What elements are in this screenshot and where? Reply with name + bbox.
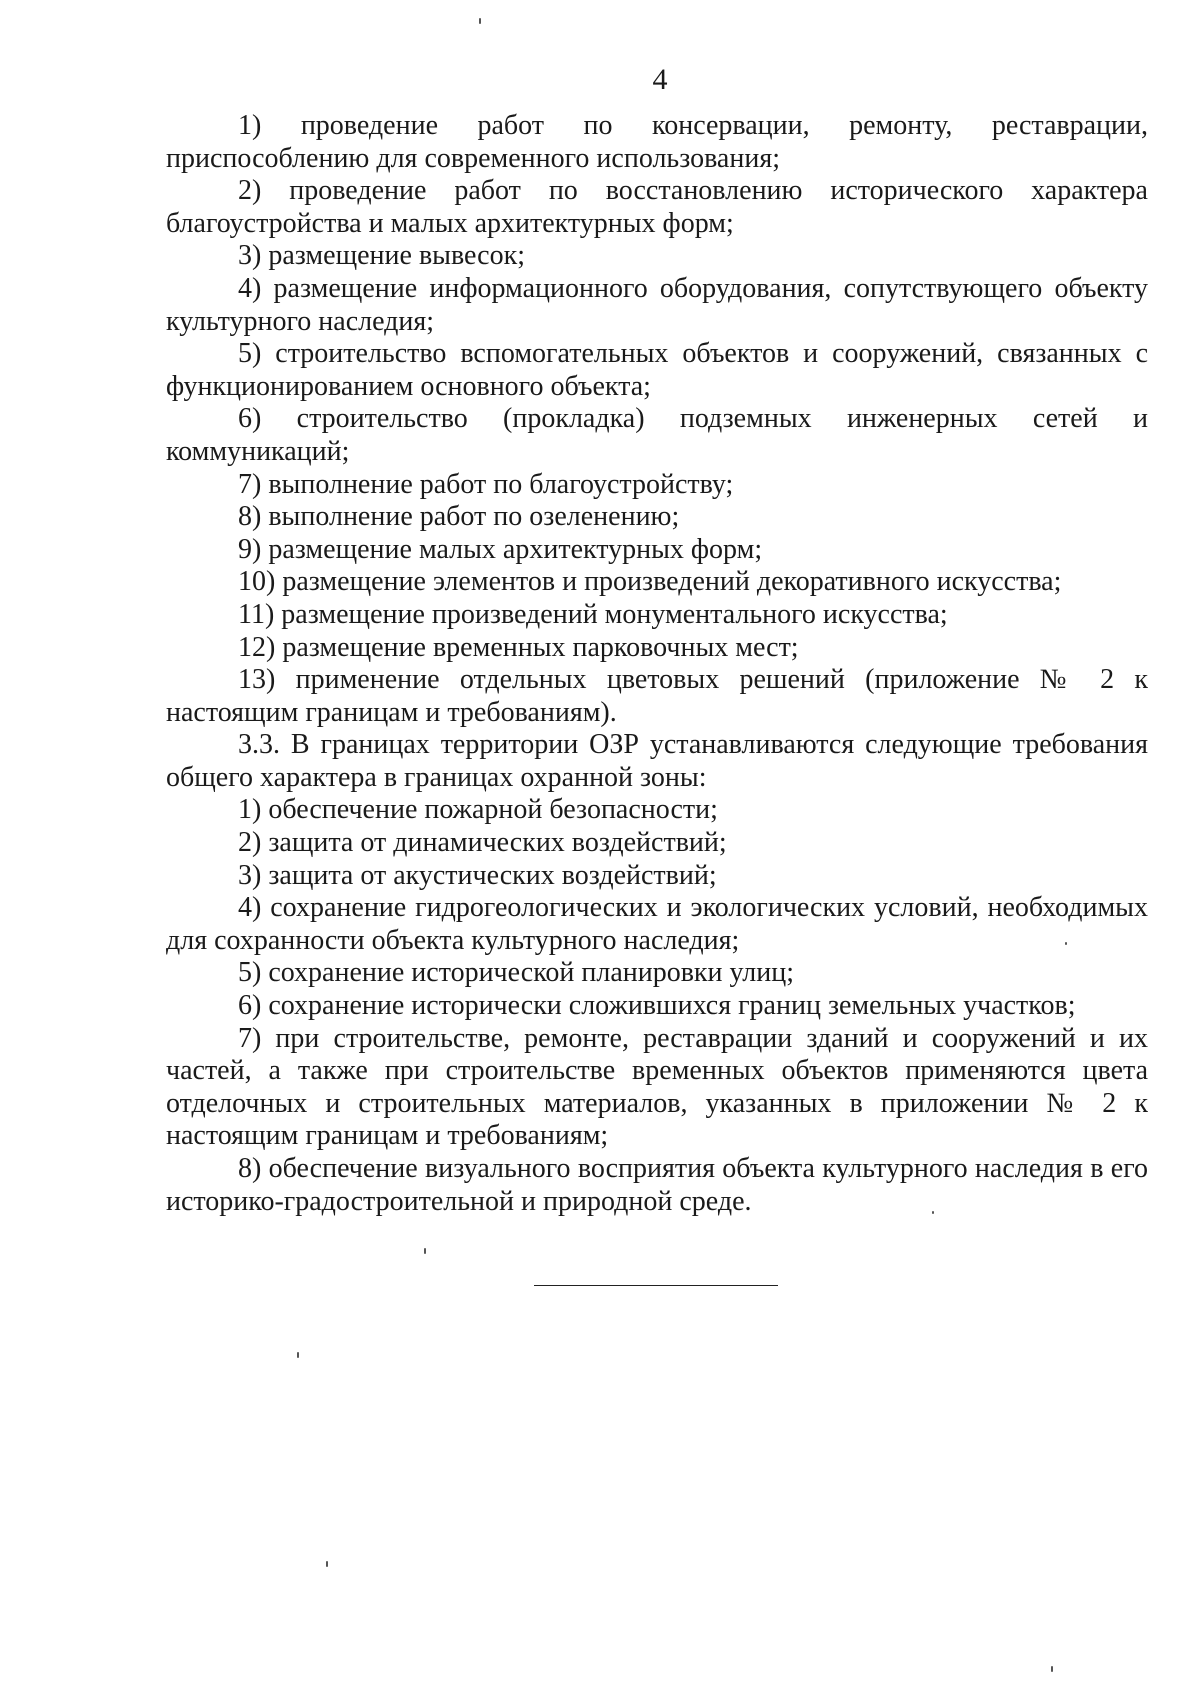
- scan-speck: [932, 1211, 934, 1214]
- list-item: 3) защита от акустических воздействий;: [238, 859, 717, 891]
- list-item: 8) выполнение работ по озеленению;: [238, 501, 680, 533]
- list-item: 4) размещение информационного оборудования, сопутствующего объекту культурного наследия;: [166, 272, 1148, 337]
- list-item: 1) проведение работ по консервации, ремонту, реставрации, приспособлению для современного использования;: [166, 110, 1148, 174]
- list-item: 4) сохранение гидрогеологических и экологических условий, необходимых для сохранности объекта культурного наследия;: [166, 892, 1148, 956]
- scan-speck: [479, 18, 481, 24]
- list-item: 5) сохранение исторической планировки улиц;: [238, 957, 795, 989]
- list-item: 5) строительство вспомогательных объектов и сооружений, связанных с функционированием основного объекта;: [166, 338, 1148, 402]
- page-number: 4: [652, 63, 668, 96]
- end-divider: [534, 1285, 778, 1286]
- scan-speck: [1051, 1666, 1053, 1672]
- list-item: 2) защита от динамических воздействий;: [238, 827, 727, 859]
- scan-speck: [297, 1352, 299, 1358]
- section-paragraph: 3.3. В границах территории ОЗР устанавливаются следующие требования общего характера в границах охранной зоны:: [166, 729, 1148, 793]
- list-item: 12) размещение временных парковочных мест;: [238, 631, 799, 663]
- list-item: 7) выполнение работ по благоустройству;: [238, 468, 734, 500]
- list-item: 10) размещение элементов и произведений декоративного искусства;: [238, 566, 1062, 598]
- document-body: [166, 110, 1148, 1218]
- list-item: 6) строительство (прокладка) подземных инженерных сетей и коммуникаций;: [166, 403, 1148, 467]
- list-item: 3) размещение вывесок;: [238, 240, 525, 272]
- list-item: 13) применение отдельных цветовых решений (приложение № 2 к настоящим границам и требованиям).: [166, 664, 1148, 728]
- scan-speck: [424, 1248, 426, 1254]
- list-item: 6) сохранение исторически сложившихся границ земельных участков;: [238, 990, 1076, 1022]
- list-item: 1) обеспечение пожарной безопасности;: [238, 794, 718, 826]
- list-item: 7) при строительстве, ремонте, реставрации зданий и сооружений и их частей, а также при строительстве временных объектов применяются цвета отделочных и строительных материалов, указанных в приложении № 2 к настоящим границам и требованиям;: [166, 1022, 1148, 1152]
- scan-speck: [326, 1561, 328, 1567]
- list-item: 9) размещение малых архитектурных форм;: [238, 533, 763, 565]
- list-item: 8) обеспечение визуального восприятия объекта культурного наследия в его историко-градостроительной и природной среде.: [166, 1153, 1148, 1217]
- scan-speck: [1065, 942, 1067, 945]
- list-item: 11) размещение произведений монументального искусства;: [238, 598, 948, 630]
- list-item: 2) проведение работ по восстановлению исторического характера благоустройства и малых архитектурных форм;: [166, 175, 1148, 239]
